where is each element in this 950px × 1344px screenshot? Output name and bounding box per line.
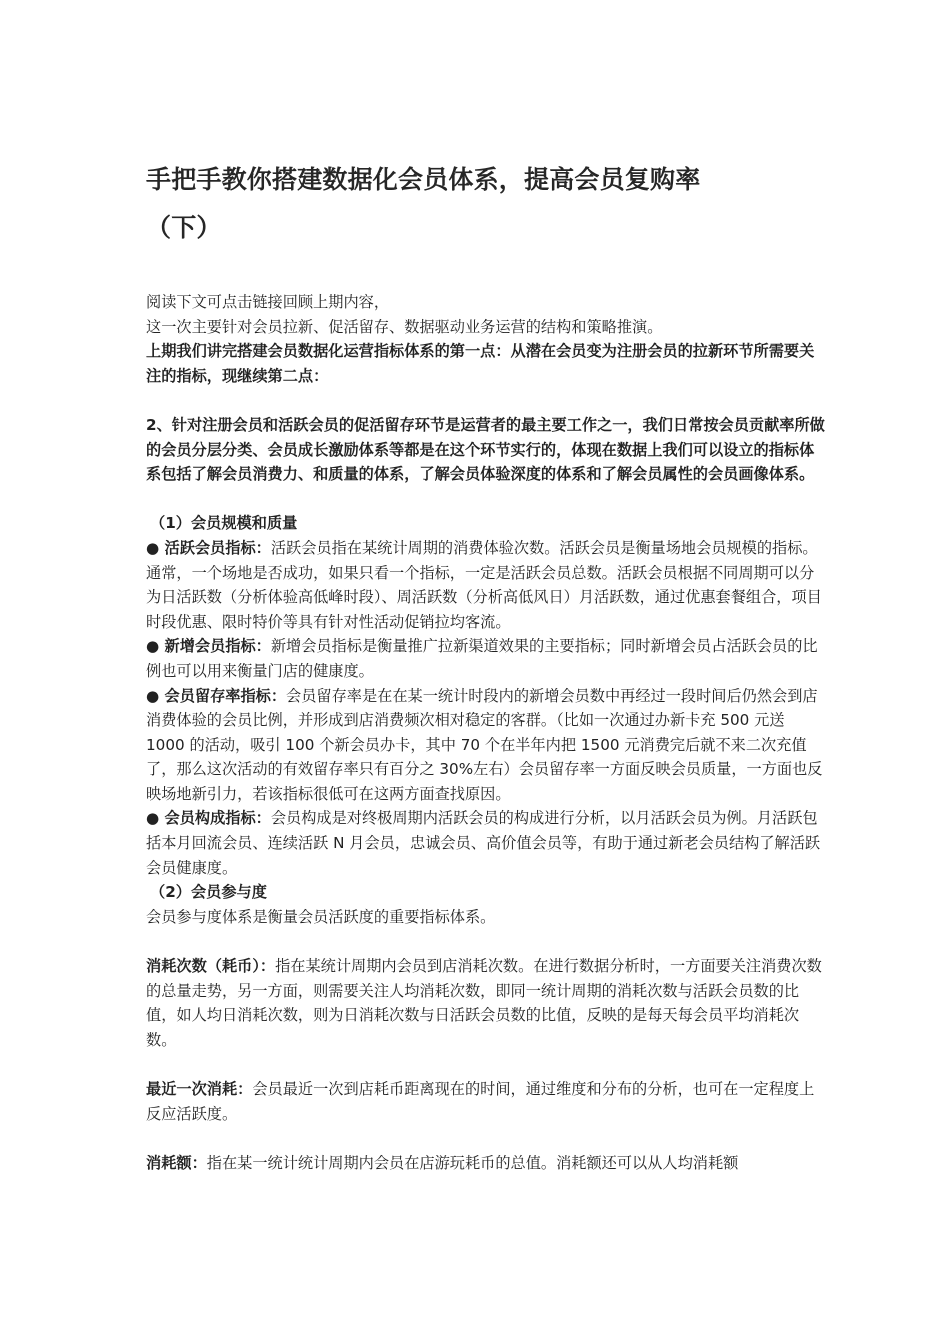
indicator-label: ● 新增会员指标： xyxy=(146,637,271,656)
indicator-member-composition xyxy=(146,806,826,880)
metric-last-consumption xyxy=(146,1077,826,1126)
indicator-label: ● 会员构成指标： xyxy=(146,809,271,828)
spacer xyxy=(146,929,826,954)
section-2-intro: 会员参与度体系是衡量会员活跃度的重要指标体系。 xyxy=(146,907,496,926)
recap-paragraph: 上期我们讲完搭建会员数据化运营指标体系的第一点：从潜在会员变为注册会员的拉新环节所需要关注的指标，现继续第二点： xyxy=(146,342,815,385)
title-line-1: 手把手教你搭建数据化会员体系，提高会员复购率 xyxy=(146,165,701,194)
metric-label: 消耗额： xyxy=(146,1153,207,1172)
indicator-label: ● 活跃会员指标： xyxy=(146,538,271,557)
metric-label: 消耗次数（耗币）： xyxy=(146,957,276,976)
spacer xyxy=(146,1052,826,1077)
indicator-text: 会员留存率是在在某一统计时段内的新增会员数中再经过一段时间后仍然会到店消费体验的会员比例，并形成到店消费频次相对稳定的客群。（比如一次通过办新卡充 500 元送 1000 的活动，吸引 100 个新会员办卡，其中 70 个在半年内把 1500 元消费完后就不来二次充值了，那么这次活动的有效留存率只有百分之 30%左右）会员留存率一方面反映会员质量，一方面也反映场地新引力，若该指标很低可在这两方面查找原因。 xyxy=(146,686,823,803)
metric-text: 会员最近一次到店耗币距离现在的时间，通过维度和分布的分析，也可在一定程度上反应活跃度。 xyxy=(146,1080,815,1123)
section-2-heading: （2）会员参与度 xyxy=(150,883,267,902)
metric-label: 最近一次消耗： xyxy=(146,1080,253,1098)
section-1-heading: （1）会员规模和质量 xyxy=(150,514,298,533)
metric-text: 指在某统计周期内会员到店消耗次数。在进行数据分析时，一方面要关注消费次数的总量走势，另一方面，则需要关注人均消耗次数，即同一统计周期的消耗次数与活跃会员数的比值，如人均日消耗次数，则为日消耗次数与日活跃会员数的比值，反映的是每天每会员平均消耗次数。 xyxy=(146,957,822,1049)
metric-text: 指在某一统计统计周期内会员在店游玩耗币的总值。消耗额还可以从人均消耗额 xyxy=(206,1153,739,1172)
indicator-label: ● 会员留存率指标： xyxy=(146,686,287,705)
metric-consumption-count xyxy=(146,954,826,1052)
indicator-text: 新增会员指标是衡量推广拉新渠道效果的主要指标；同时新增会员占活跃会员的比例也可以用来衡量门店的健康度。 xyxy=(146,637,818,680)
indicator-text: 会员构成是对终极周期内活跃会员的构成进行分析，以月活跃会员为例。月活跃包括本月回流会员、连续活跃 N 月会员，忠诚会员、高价值会员等，有助于通过新老会员结构了解活跃会员健康度。 xyxy=(146,809,821,877)
indicator-text: 活跃会员指在某统计周期的消费体验次数。活跃会员是衡量场地会员规模的指标。通常，一个场地是否成功，如果只看一个指标，一定是活跃会员总数。活跃会员根据不同周期可以分为日活跃数（分析体验高低峰时段）、周活跃数（分析高低风日）月活跃数，通过优惠套餐组合，项目时段优惠、限时特价等具有针对性活动促销拉均客流。 xyxy=(146,538,822,631)
intro-line-1: 阅读下文可点击链接回顾上期内容， xyxy=(146,293,389,311)
indicator-retention-rate xyxy=(146,684,826,807)
metric-consumption-amount xyxy=(146,1151,826,1176)
title-line-2: （下） xyxy=(146,213,222,242)
spacer xyxy=(146,487,826,512)
indicator-active-members xyxy=(146,536,826,634)
intro-line-2: 这一次主要针对会员拉新、促活留存、数据驱动业务运营的结构和策略推演。 xyxy=(146,317,663,336)
article-title xyxy=(146,156,826,252)
indicator-new-members xyxy=(146,634,826,683)
spacer xyxy=(146,388,826,413)
point-2-paragraph: 2、针对注册会员和活跃会员的促活留存环节是运营者的最主要工作之一，我们日常按会员贡献率所做的会员分层分类、会员成长激励体系等都是在这个环节实行的，体现在数据上我们可以设立的指标体系包括了解会员消费力、和质量的体系，了解会员体验深度的体系和了解会员属性的会员画像体系。 xyxy=(146,415,825,484)
spacer xyxy=(146,1126,826,1151)
article-body xyxy=(146,290,826,1175)
